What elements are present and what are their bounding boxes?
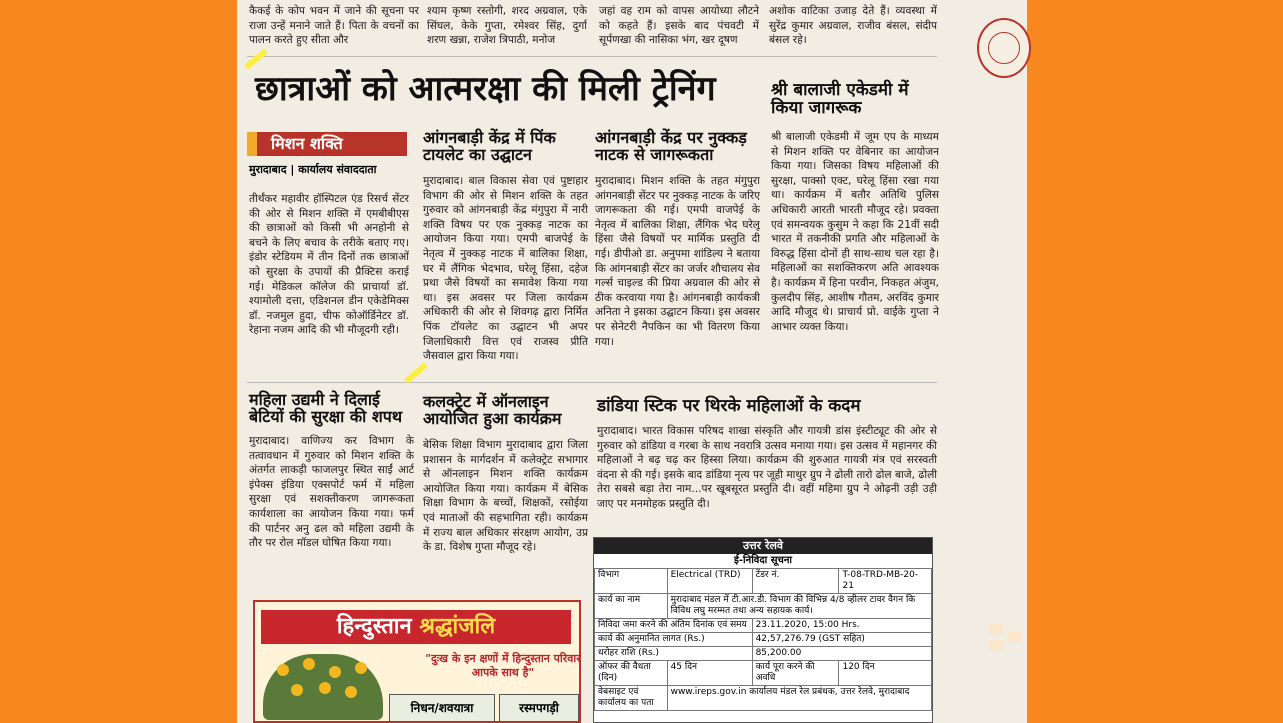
rule	[247, 382, 937, 383]
top-snippet-3: जहां वह राम को वापस आयोध्या लौटने को कहते हैं। इसके बाद पंचवटी में सूर्पणखा की नासिका भंग, खर दूषण	[599, 5, 759, 47]
table-cell: निविदा जमा करने की अंतिम दिनांक एवं समय	[595, 619, 753, 633]
tender-header: उत्तर रेलवे	[594, 538, 932, 554]
top-snippet-1: कैकई के कोप भवन में जाने की सूचना पर राजा उन्हें मनाने जाते हैं। पिता के वचनों का पालन करते हुए सीता और	[249, 5, 419, 47]
udyami-body: मुरादाबाद। वाणिज्य कर विभाग के तत्वावधान में गुरुवार को मिशन शक्ति के अंतर्गत लाकड़ी फाजलपुर स्थित साईं आर्ट इंपेक्स इंडिया एक्सपोर्ट फर्म में महिला सुरक्षा एवं सशक्तीकरण जागरूकता कार्यशाला का आयोजन किया गया। फर्म की पार्टनर अनु ढल को महिला उद्यमी के तौर पर रोल मॉडल घोषित किया गया।	[249, 435, 414, 550]
shraddhanjali-ad	[253, 600, 581, 723]
top-snippet-4: अशोक वाटिका उजाड़ देते हैं। व्यवस्था में सुरेंद्र कुमार अग्रवाल, राजीव बंसल, संदीप बंसल रहे।	[769, 5, 937, 47]
nukkad-body: मुरादाबाद। मिशन शक्ति के तहत मंगुपुरा आंगनबाड़ी सेंटर पर नुक्कड़ नाटक के जरिए जागरूकता की गई। एमपी वाजपेई के नेतृत्व में बालिका शिक्षा, लैंगिक भेद घरेलू हिंसा जैसे विषयों पर मार्मिक प्रस्तुति दी गई। डीपीओ डा. अनुपमा शांडिल्य ने बताया कि आंगनबाड़ी सेंटर का जर्जर शौचालय सेव गर्ल्स चाइल्ड की प्रिया अग्रवाल की ओर से ठीक करवाया गया है। आंगनबाड़ी कार्यकत्री अनिता ने इसका उद्घाटन किया। इस अवसर पर सेनेटरी नैपकिन का भी वितरण किया गया।	[595, 175, 760, 348]
pink-toilet-body: मुरादाबाद। बाल विकास सेवा एवं पुष्टाहार विभाग की ओर से मिशन शक्ति के तहत गुरुवार को आंगनबाड़ी केंद्र मंगुपुरा में नारी शक्ति विषय पर एक नुक्कड़ नाटक का आयोजन किया गया। एमपी बाजपेई के नेतृत्व में नुक्कड़ नाटक में बालिका शिक्षा, घर में लैंगिक भेदभाव, घरेलू हिंसा, दहेज प्रथा जैसे विषयों का समावेश किया गया था। इस अवसर पर जिला कार्यक्रम अधिकारी की ओर से शिवगढ़ द्वारा निर्मित पिंक टॉयलेट का उद्घाटन भी अपर जिलाधिकारी वित्त एवं राजस्व प्रीति जैसवाल द्वारा किया गया।	[423, 175, 588, 363]
table-cell: 120 दिन	[839, 661, 932, 686]
balaji-headline: श्री बालाजी एकेडमी में किया जागरूक	[771, 80, 909, 118]
table-cell: टेंडर नं.	[752, 569, 839, 594]
dandiya-headline: डांडिया स्टिक पर थिरके महिलाओं के कदम	[597, 396, 861, 416]
rule	[247, 56, 937, 57]
newspaper-clipping	[237, 0, 1027, 723]
table-cell: विभाग	[595, 569, 668, 594]
table-row	[595, 633, 932, 647]
tender-table	[594, 568, 932, 711]
table-row	[595, 686, 932, 711]
table-row	[595, 569, 932, 594]
table-cell: 23.11.2020, 15:00 Hrs.	[752, 619, 931, 633]
table-cell: Electrical (TRD)	[667, 569, 752, 594]
table-row	[595, 647, 932, 661]
table-cell: कार्य पूरा करने की अवधि	[752, 661, 839, 686]
ad-slogan: "दुःख के इन क्षणों में हिन्दुस्तान परिवार आपके साथ है"	[425, 652, 581, 679]
ad-button-nidhan: निधन/शवयात्रा	[389, 694, 495, 722]
table-row	[595, 661, 932, 686]
ad-shraddhanjali: श्रद्धांजलि	[419, 614, 496, 639]
table-cell: T-08-TRD-MB-20-21	[839, 569, 932, 594]
table-cell: 85,200.00	[752, 647, 931, 661]
ad-button-rasm-pagdi: रस्मपगड़ी	[499, 694, 579, 722]
ad-title	[261, 610, 571, 644]
table-cell: कार्य का नाम	[595, 594, 668, 619]
pink-toilet-headline: आंगनबाड़ी केंद्र में पिंक टायलेट का उद्घाटन	[423, 128, 556, 164]
dandiya-body: मुरादाबाद। भारत विकास परिषद शाखा संस्कृति और गायत्री डांस इंस्टीट्यूट की ओर से गुरुवार को डांडिया व गरबा के साथ नवरात्रि उत्सव मनाया गया। इस उत्सव में महानगर की महिलाओं ने बढ़ चढ़ कर हिस्सा लिया। कार्यक्रम की शुरुआत गायत्री मंत्र एवं सरस्वती वंदना से की गई। इसके बाद डांडिया नृत्य पर जूही माथुर ग्रुप ने ढोली तारो ढोल बाजे, ढोली तेरा सबसे बड़ा तेरा नाम...पर खूबसूरत प्रस्तुति दी। वहीं महिमा ग्रुप ने ओढ़नी उड़ी उड़ी जाए पर मनमोहक प्रस्तुति दी।	[597, 425, 937, 510]
decor-square	[989, 640, 1003, 650]
table-cell: वेबसाइट एवं कार्यालय का पता	[595, 686, 668, 711]
decor-square	[989, 624, 1003, 634]
main-headline: छात्राओं को आत्मरक्षा की मिली ट्रेनिंग	[255, 69, 716, 109]
udyami-headline: महिला उद्यमी ने दिलाई बेटियों की सुरक्षा की शपथ	[249, 390, 403, 426]
newspaper-logo-icon	[977, 18, 1031, 78]
article-main-body: तीर्थंकर महावीर हॉस्पिटल एंड रिसर्च सेंटर की ओर से मिशन शक्ति में एमबीबीएस की छात्राओं को किसी भी अनहोनी से बचने के लिए बचाव के तरीके बताए गए। इंडोर स्टेडियम में तीन दिनों तक छात्राओं को सुरक्षा के उपायों की प्रैक्टिस कराई गई। मेडिकल कॉलेज की प्राचार्या डॉ. श्यामोली दत्ता, एडिशनल डीन एकेडेमिक्स डॉ. नजमुल हुदा, चीफ कोऑर्डिनेटर डॉ. रेहाना नजम आदि की भी मौजूदगी रही।	[249, 193, 409, 337]
flower-image	[263, 654, 383, 720]
highlight-mark	[244, 48, 268, 69]
dateline: मुरादाबाद | कार्यालय संवाददाता	[249, 163, 377, 176]
table-cell: 45 दिन	[667, 661, 752, 686]
ad-brand: हिन्दुस्तान	[336, 614, 412, 639]
table-cell: धरोहर राशि (Rs.)	[595, 647, 753, 661]
top-snippet-2: श्याम कृष्ण रस्तोगी, शरद अग्रवाल, एके सिंघल, केके गुप्ता, रमेश्वर सिंह, दुर्गा शरण खन्ना, राजेश त्रिपाठी, मनोज	[427, 5, 587, 47]
online-body: बेसिक शिक्षा विभाग मुरादाबाद द्वारा जिला प्रशासन के मार्गदर्शन में कलेक्ट्रेट सभागार से ऑनलाइन मिशन शक्ति कार्यक्रम आयोजित किया गया। कार्यक्रम में बेसिक शिक्षा विभाग के बच्चों, शिक्षकों, रसोईया एवं माताओं की सहभागिता रही। कार्यक्रम में राज्य बाल अधिकार संरक्षण आयोग, उप्र के डा. विशेष गुप्ता मौजूद रहे।	[423, 439, 588, 554]
decor-square	[1007, 632, 1021, 642]
table-cell: www.ireps.gov.in कार्यालय मंडल रेल प्रबंधक, उत्तर रेलवे, मुरादाबाद	[667, 686, 931, 711]
table-row	[595, 594, 932, 619]
table-cell: मुरादाबाद मंडल में टी.आर.डी. विभाग की विभिन्न 4/8 व्हीलर टावर वैगन कि विविध लघु मरम्मत तथा अन्य सहायक कार्य।	[667, 594, 931, 619]
balaji-body: श्री बालाजी एकेडमी में जूम एप के माध्यम से मिशन शक्ति पर वेबिनार का आयोजन किया गया। जिसका विषय महिलाओं की सुरक्षा, पाक्सो एक्ट, घरेलू हिंसा रखा गया था। कार्यक्रम में बतौर अतिथि पुलिस अधिकारी आरती भारती मौजूद रहे। प्रवक्ता एवं समन्वयक कुसुम ने कहा कि 21वीं सदी भारत में तकनीकी प्रगति और महिलाओं के विरुद्ध हिंसा दोनों ही साथ-साथ चल रहा है। महिलाओं का सशक्तिकरण अति आवश्यक है। कार्यक्रम में हिना परवीन, निकहत अंजुम, कुलदीप सिंह, आशीष गौतम, अरविंद कुमार आदि मौजूद थे। प्राचार्य प्रो. वाईके गुप्ता ने आभार व्यक्त किया।	[771, 131, 939, 333]
table-cell: 42,57,276.79 (GST सहित)	[752, 633, 931, 647]
nukkad-headline: आंगनबाड़ी केंद्र पर नुक्कड़ नाटक से जागरूकता	[595, 128, 747, 164]
mission-shakti-badge: मिशन शक्ति	[247, 132, 407, 156]
tender-subheader: ई-निविदा सूचना	[734, 555, 792, 566]
table-cell: कार्य की अनुमानित लागत (Rs.)	[595, 633, 753, 647]
online-headline: कलक्ट्रेट में ऑनलाइन आयोजित हुआ कार्यक्रम	[423, 392, 562, 428]
table-cell: ऑफर की वैधता (दिन)	[595, 661, 668, 686]
table-row	[595, 619, 932, 633]
railway-tender-notice	[593, 537, 933, 723]
